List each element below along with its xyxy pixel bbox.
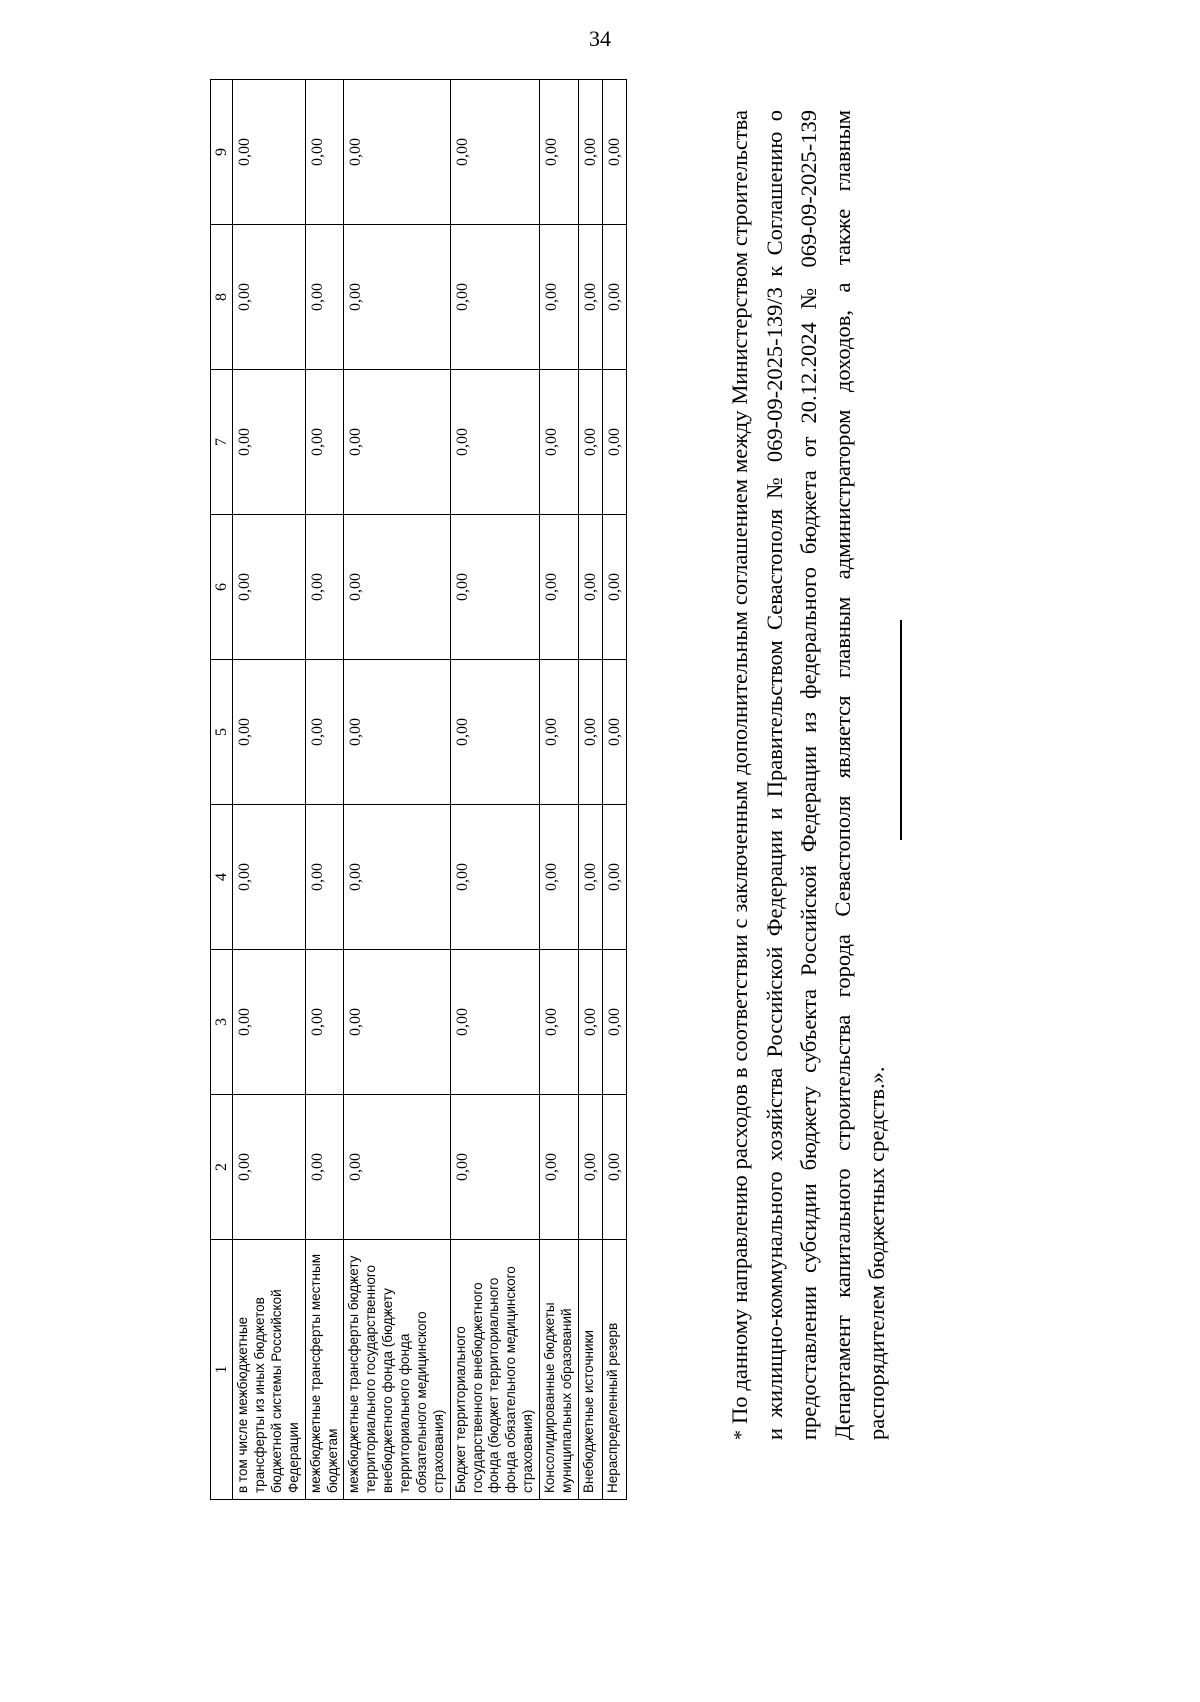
cell-value: 0,00 <box>344 370 450 515</box>
cell-value: 0,00 <box>578 515 602 660</box>
footnote-marker: * <box>729 1430 752 1440</box>
cell-value: 0,00 <box>305 80 344 225</box>
column-number: 6 <box>211 515 233 660</box>
cell-value: 0,00 <box>578 225 602 370</box>
cell-value: 0,00 <box>578 1095 602 1240</box>
table-row <box>344 80 450 1500</box>
cell-value: 0,00 <box>305 225 344 370</box>
cell-value: 0,00 <box>540 950 579 1095</box>
cell-value: 0,00 <box>305 950 344 1095</box>
cell-value: 0,00 <box>233 950 306 1095</box>
cell-value: 0,00 <box>344 80 450 225</box>
cell-value: 0,00 <box>578 950 602 1095</box>
column-number: 2 <box>211 1095 233 1240</box>
cell-value: 0,00 <box>450 660 539 805</box>
cell-value: 0,00 <box>233 805 306 950</box>
row-label: Внебюджетные источники <box>578 1240 602 1500</box>
cell-value: 0,00 <box>540 80 579 225</box>
cell-value: 0,00 <box>578 370 602 515</box>
closing-rule <box>900 620 902 840</box>
cell-value: 0,00 <box>344 950 450 1095</box>
row-label: межбюджетные трансферты местным бюджетам <box>305 1240 344 1500</box>
cell-value: 0,00 <box>603 660 627 805</box>
cell-value: 0,00 <box>450 805 539 950</box>
cell-value: 0,00 <box>305 1095 344 1240</box>
column-number: 7 <box>211 370 233 515</box>
column-number: 3 <box>211 950 233 1095</box>
cell-value: 0,00 <box>233 515 306 660</box>
cell-value: 0,00 <box>450 1095 539 1240</box>
cell-value: 0,00 <box>305 370 344 515</box>
cell-value: 0,00 <box>603 225 627 370</box>
cell-value: 0,00 <box>603 515 627 660</box>
cell-value: 0,00 <box>233 370 306 515</box>
footnote <box>723 110 894 1440</box>
column-number-row <box>211 80 233 1500</box>
cell-value: 0,00 <box>344 805 450 950</box>
cell-value: 0,00 <box>233 660 306 805</box>
cell-value: 0,00 <box>344 515 450 660</box>
column-number: 4 <box>211 805 233 950</box>
cell-value: 0,00 <box>233 225 306 370</box>
cell-value: 0,00 <box>305 515 344 660</box>
cell-value: 0,00 <box>603 805 627 950</box>
column-number: 8 <box>211 225 233 370</box>
rotated-content <box>200 80 1030 1500</box>
cell-value: 0,00 <box>344 225 450 370</box>
cell-value: 0,00 <box>450 80 539 225</box>
cell-value: 0,00 <box>540 515 579 660</box>
cell-value: 0,00 <box>603 950 627 1095</box>
cell-value: 0,00 <box>540 370 579 515</box>
cell-value: 0,00 <box>540 805 579 950</box>
cell-value: 0,00 <box>578 660 602 805</box>
cell-value: 0,00 <box>305 660 344 805</box>
table-row <box>603 80 627 1500</box>
cell-value: 0,00 <box>450 370 539 515</box>
row-label: в том числе межбюджетные трансферты из иных бюджетов бюджетной системы Российской Федерации <box>233 1240 306 1500</box>
cell-value: 0,00 <box>603 1095 627 1240</box>
cell-value: 0,00 <box>450 950 539 1095</box>
budget-table <box>210 79 627 1500</box>
cell-value: 0,00 <box>344 1095 450 1240</box>
footnote-text: По данному направлению расходов в соответствии с заключенным дополнительным соглашением между Министерством строительства и жилищно-коммунального хозяйства Российской Федерации и Правительством Севастополя № 069-09-2025-139/3 к Соглашению о предоставлении субсидии бюджету субъекта Российской Федерации из федерального бюджета от 20.12.2024 № 069-09-2025-139 Департамент капитального строительства города Севастополя является главным администратором доходов, а также главным распорядителем бюджетных средств.». <box>726 109 889 1440</box>
row-label: межбюджетные трансферты бюджету территориального государственного внебюджетного фонда (бюджету территориального фонда обязательного медицинского страхования) <box>344 1240 450 1500</box>
column-number: 1 <box>211 1240 233 1500</box>
cell-value: 0,00 <box>603 80 627 225</box>
cell-value: 0,00 <box>233 1095 306 1240</box>
row-label: Бюджет территориального государственного внебюджетного фонда (бюджет территориального фонда обязательного медицинского страхования) <box>450 1240 539 1500</box>
cell-value: 0,00 <box>540 1095 579 1240</box>
cell-value: 0,00 <box>540 660 579 805</box>
table-row <box>233 80 306 1500</box>
row-label: Консолидированные бюджеты муниципальных образований <box>540 1240 579 1500</box>
table-row <box>450 80 539 1500</box>
column-number: 9 <box>211 80 233 225</box>
row-label: Нераспределенный резерв <box>603 1240 627 1500</box>
table-row <box>540 80 579 1500</box>
cell-value: 0,00 <box>450 225 539 370</box>
cell-value: 0,00 <box>603 370 627 515</box>
table-row <box>305 80 344 1500</box>
table-row <box>578 80 602 1500</box>
cell-value: 0,00 <box>540 225 579 370</box>
page-number: 34 <box>589 26 611 51</box>
column-number: 5 <box>211 660 233 805</box>
cell-value: 0,00 <box>344 660 450 805</box>
cell-value: 0,00 <box>233 80 306 225</box>
cell-value: 0,00 <box>578 80 602 225</box>
cell-value: 0,00 <box>305 805 344 950</box>
cell-value: 0,00 <box>450 515 539 660</box>
cell-value: 0,00 <box>578 805 602 950</box>
